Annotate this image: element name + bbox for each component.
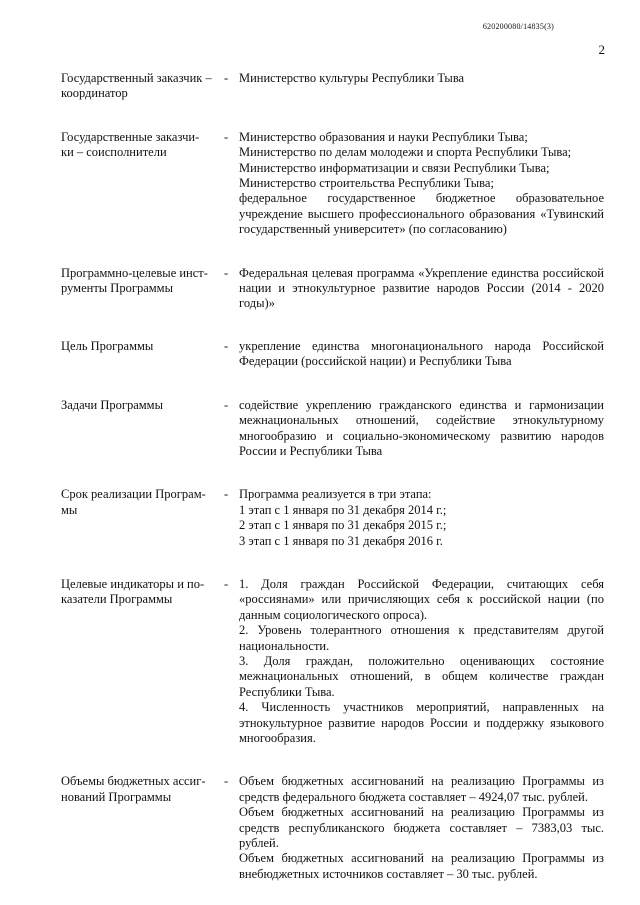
budget-item: Объем бюджетных ассигнований на реализацию Программы из средств республиканского бюджета составляет – 7383,03 тыс. рублей. [239,805,604,851]
row-content [239,130,604,238]
row-label: Целевые индикаторы и по- казатели Программы [61,576,205,607]
row-dash: - [224,487,229,502]
budget-item: Объем бюджетных ассигнований на реализацию Программы из внебюджетных источников составляет – 30 тыс. рублей. [239,851,604,881]
budget-item: Объем бюджетных ассигнований на реализацию Программы из средств федерального бюджета составляет – 4924,07 тыс. рублей. [239,774,604,804]
content-line: Министерство образования и науки Республики Тыва; [239,129,528,144]
content-line: Программа реализуется в три этапа: [239,487,432,502]
indicator-item: 1. Доля граждан Российской Федерации, считающих себя «россиянами» или причисляющих себя к российской нации (по данным социологического опроса). [239,576,604,622]
row-label: Цель Программы [61,338,154,353]
indicator-item: 4. Численность участников мероприятий, направленных на этнокультурное развитие народов России и поддержку языкового многообразия. [239,700,604,745]
indicator-item: 3. Доля граждан, положительно оценивающих состояние межнациональных отношений, в общем количестве граждан Республики Тыва. [239,653,604,699]
passport-row-timeline [61,487,616,549]
content-paragraph: федеральное государственное бюджетное образовательное учреждение высшего профессионального образования «Тувинский государственный университет» (по согласованию) [239,191,604,237]
passport-row-customer-coordinator [61,71,616,102]
content-line: 1 этап с 1 января по 31 декабря 2014 г.; [239,502,447,517]
program-passport-table [61,71,616,882]
passport-row-program-tools [61,266,616,312]
content-line: Министерство культуры Республики Тыва [239,71,465,85]
row-label: Государственный заказчик – координатор [61,71,212,101]
row-content [239,487,604,549]
content-line: Министерство по делам молодежи и спорта Республики Тыва; [239,145,572,160]
passport-row-co-executors [61,130,616,238]
row-label: Государственные заказчи- ки – соисполнители [61,129,200,160]
row-dash: - [224,129,229,144]
content-line: Министерство информатизации и связи Республики Тыва; [239,160,550,175]
row-content [239,774,604,882]
row-label: Срок реализации Програм- мы [61,487,206,517]
row-content [239,577,604,746]
content-line: Министерство строительства Республики Тыва; [239,176,494,191]
row-label: Программно-целевые инст- рументы Программы [61,265,208,296]
row-dash: - [224,71,229,85]
document-code: 620200080/14835(3) [482,22,554,31]
content-line: 3 этап с 1 января по 31 декабря 2016 г. [239,533,443,548]
content-line: 2 этап с 1 января по 31 декабря 2015 г.; [239,518,447,533]
page-number: 2 [598,42,605,57]
passport-row-tasks [61,398,616,460]
row-dash: - [224,774,229,789]
row-label: Объемы бюджетных ассиг- нований Программы [61,774,206,804]
passport-row-goal [61,339,616,370]
row-dash: - [224,576,229,591]
row-label: Задачи Программы [61,397,163,412]
indicator-item: 2. Уровень толерантного отношения к представителям другой национальности. [239,623,604,653]
row-dash: - [224,265,229,280]
row-content [239,71,604,86]
row-content: Федеральная целевая программа «Укрепление единства российской нации и этнокультурное развитие народов России (2014 - 2020 годы)» [239,265,604,311]
row-dash: - [224,338,229,353]
row-dash: - [224,397,229,412]
passport-row-indicators [61,577,616,746]
row-content: содействие укреплению гражданского единства и гармонизации межнациональных отношений, содействие этнокультурному многообразию и социально-экономическому развитию народов России и Республики Тыва [239,397,604,458]
row-content: укрепление единства многонационального народа Российской Федерации (российской нации) и Республики Тыва [239,338,604,369]
passport-row-budget [61,774,616,882]
